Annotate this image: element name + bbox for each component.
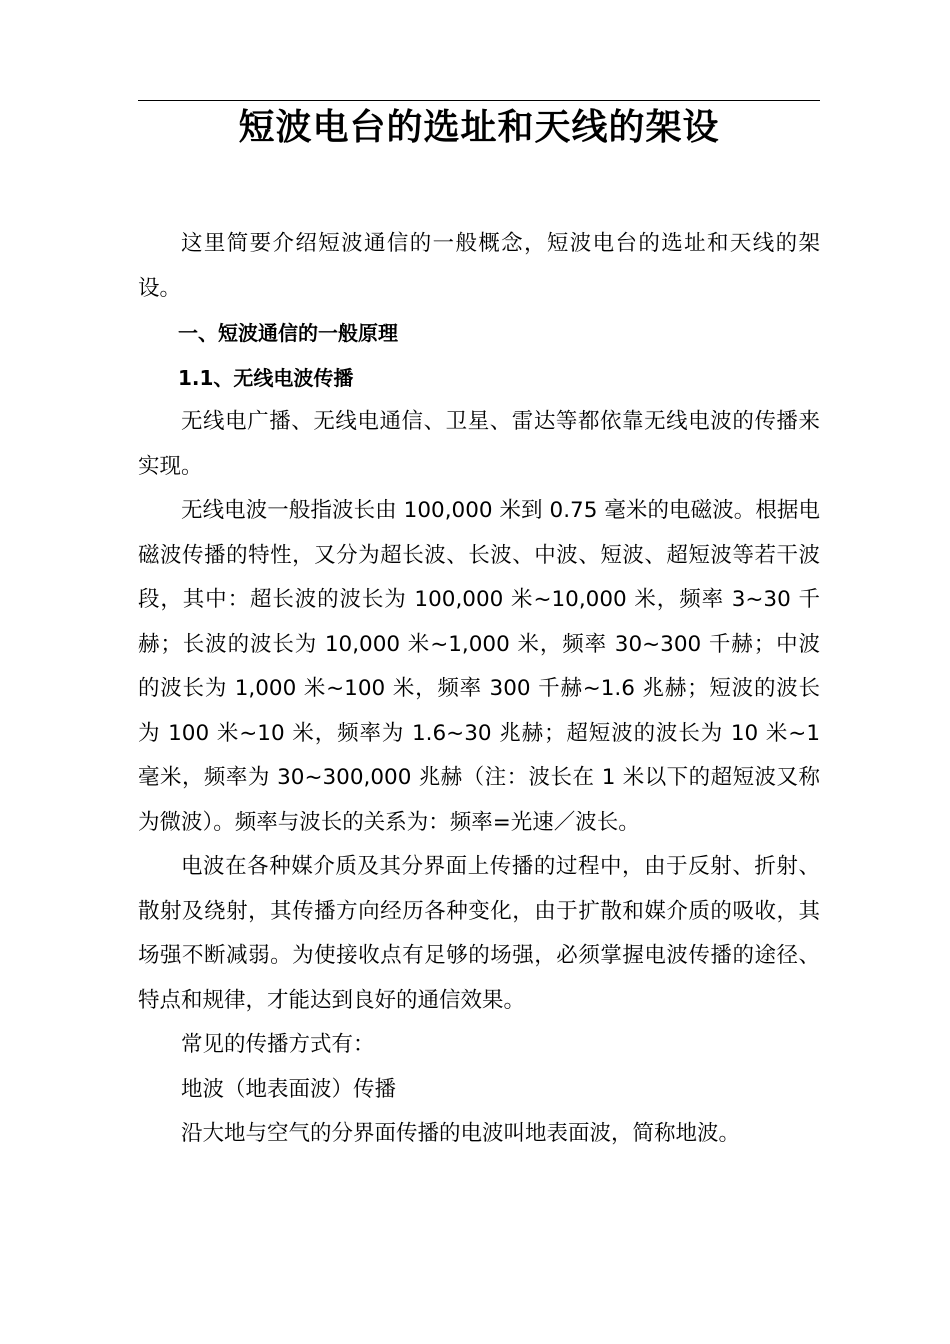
- paragraph: 无线电广播、无线电通信、卫星、雷达等都依靠无线电波的传播来实现。: [138, 409, 820, 479]
- paragraph: 地波（地表面波）传播: [181, 1076, 397, 1102]
- document-body: [138, 222, 820, 1157]
- paragraph: 沿大地与空气的分界面传播的电波叫地表面波，简称地波。: [181, 1121, 741, 1146]
- paragraph: 常见的传播方式有：: [181, 1032, 375, 1057]
- subsection-heading: 1.1、无线电波传播: [178, 365, 354, 390]
- paragraph: 无线电波一般指波长由 100,000 米到 0.75 毫米的电磁波。根据电磁波传播的特性，又分为超长波、长波、中波、短波、超短波等若干波段，其中：超长波的波长为 100,000 米~10,000 米，频率 3~30 千赫；长波的波长为 10,000 米~1,000 米，频率 30~300 千赫；中波的波长为 1,000 米~100 米，频率 300 千赫~1.6 兆赫；短波的波长为 100 米~10 米，频率为 1.6~30 兆赫；超短波的波长为 10 米~1 毫米，频率为 30~300,000 兆赫（注：波长在 1 米以下的超短波又称为微波）。频率与波长的关系为：频率=光速／波长。: [138, 498, 820, 835]
- intro-paragraph: 这里简要介绍短波通信的一般概念，短波电台的选址和天线的架设。: [138, 231, 820, 301]
- section-heading: 一、短波通信的一般原理: [178, 321, 398, 345]
- paragraph: 电波在各种媒介质及其分界面上传播的过程中，由于反射、折射、散射及绕射，其传播方向经历各种变化，由于扩散和媒介质的吸收，其场强不断减弱。为使接收点有足够的场强，必须掌握电波传播的途径、特点和规律，才能达到良好的通信效果。: [138, 854, 820, 1013]
- header-rule: [138, 100, 820, 101]
- document-title: 短波电台的选址和天线的架设: [238, 107, 720, 148]
